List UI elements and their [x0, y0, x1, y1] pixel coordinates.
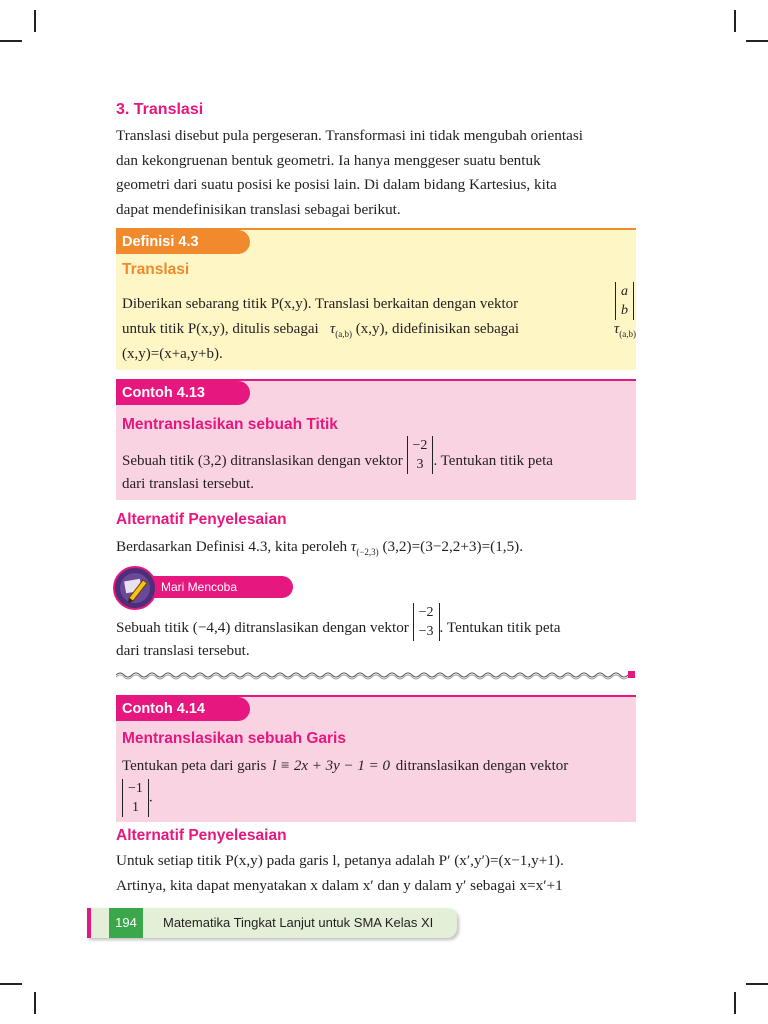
matrix-entry: −2 — [418, 604, 434, 620]
mari-line-2: dari translasi tersebut. — [116, 641, 250, 659]
intro-line: geometri dari suatu posisi ke posisi lain. Di dalam bidang Kartesius, kita — [116, 176, 557, 193]
vector-matrix — [122, 779, 149, 817]
matrix-entry: −2 — [412, 437, 428, 453]
crop-mark — [34, 10, 36, 32]
crop-mark — [0, 983, 22, 985]
matrix-entry: −1 — [128, 781, 143, 796]
pencil-icon — [113, 566, 157, 610]
definition-tab: Definisi 4.3 — [116, 230, 250, 254]
example-tab: Contoh 4.13 — [116, 381, 250, 405]
end-marker — [628, 671, 635, 678]
solution-line: Artinya, kita dapat menyatakan x dalam x′ dan y dalam y′ sebagai x=x′+1 — [116, 876, 563, 894]
definition-text: Diberikan sebarang titik P(x,y). Translasi berkaitan dengan vektor — [122, 296, 519, 312]
example-heading: Mentranslasikan sebuah Garis — [122, 730, 346, 747]
tau-subscript: (a,b) — [619, 329, 636, 339]
intro-line: Translasi disebut pula pergeseran. Transformasi ini tidak mengubah orientasi — [116, 127, 583, 144]
matrix-entry: 3 — [416, 456, 424, 472]
example-text: Tentukan peta dari garis — [122, 758, 267, 774]
solution-line: Untuk setiap titik P(x,y) pada garis l, petanya adalah P′ (x′,y′)=(x−1,y+1). — [116, 852, 564, 869]
vector-matrix — [407, 436, 434, 474]
example-box — [116, 379, 636, 500]
matrix-entry: −3 — [418, 623, 434, 639]
wavy-divider — [116, 668, 628, 682]
page-footer — [87, 908, 457, 938]
equation: l ≡ 2x + 3y − 1 = 0 — [272, 758, 391, 774]
tau-subscript: (a,b) — [335, 329, 353, 339]
crop-mark — [734, 10, 736, 32]
crop-mark — [746, 40, 768, 42]
example-text: . Tentukan titik peta — [433, 453, 553, 469]
mari-mencoba-banner — [113, 566, 295, 608]
footer-accent — [87, 908, 91, 938]
mari-line-1 — [116, 604, 636, 641]
example-line-1 — [122, 437, 630, 474]
crop-mark — [34, 992, 36, 1014]
crop-mark — [746, 983, 768, 985]
matrix-entry: a — [621, 284, 628, 299]
solution-text-part: (3,2)=(3−2,2+3)=(1,5). — [382, 538, 524, 555]
tau-symbol: τ — [613, 321, 620, 337]
solution-text-part: Berdasarkan Definisi 4.3, kita peroleh — [116, 538, 348, 555]
example-heading: Mentranslasikan sebuah Titik — [122, 416, 338, 433]
definition-heading: Translasi — [122, 261, 190, 278]
crop-mark — [734, 992, 736, 1014]
solution-text — [116, 849, 636, 898]
crop-mark — [0, 40, 22, 42]
tau-symbol: τ — [329, 321, 336, 337]
intro-paragraph — [116, 124, 636, 222]
mari-text — [116, 604, 636, 663]
solution-heading: Alternatif Penyelesaian — [116, 511, 287, 528]
intro-line: dan kekongruenan bentuk geometri. Ia hanya menggeser suatu bentuk — [116, 151, 541, 169]
definition-text: (x,y), didefinisikan sebagai — [355, 321, 520, 337]
example-line-1 — [122, 754, 630, 779]
definition-box — [116, 228, 636, 370]
tau-subscript: (−2,3) — [356, 547, 379, 557]
example-line-2: dari translasi tersebut. — [122, 476, 255, 492]
matrix-entry: b — [621, 303, 628, 318]
page-number: 194 — [109, 908, 143, 938]
vector-matrix — [615, 282, 634, 320]
mari-text-part: Sebuah titik (−4,4) ditranslasikan dengan vektor — [116, 619, 409, 636]
example-line-2 — [122, 779, 630, 817]
intro-line: dapat mendefinisikan translasi sebagai berikut. — [116, 200, 401, 218]
example-box — [116, 695, 636, 822]
solution-text — [116, 535, 636, 565]
solution-heading: Alternatif Penyelesaian — [116, 827, 287, 844]
section-title: 3. Translasi — [116, 101, 204, 118]
matrix-entry: 1 — [131, 800, 139, 815]
definition-text: untuk titik P(x,y), ditulis sebagai — [122, 321, 319, 337]
example-text: Sebuah titik (3,2) ditranslasikan dengan vektor — [122, 453, 403, 469]
example-tab: Contoh 4.14 — [116, 697, 250, 721]
mari-mencoba-label: Mari Mencoba — [143, 576, 293, 598]
book-title: Matematika Tingkat Lanjut untuk SMA Kelas XI — [163, 915, 434, 930]
mari-text-part: . Tentukan titik peta — [439, 619, 561, 636]
definition-line-1 — [122, 284, 630, 318]
vector-matrix — [413, 603, 440, 641]
definition-line-3: (x,y)=(x+a,y+b). — [122, 346, 223, 362]
example-text: ditranslasikan dengan vektor — [395, 758, 569, 774]
tau-symbol: τ — [350, 538, 357, 555]
example-text: . — [148, 789, 153, 806]
